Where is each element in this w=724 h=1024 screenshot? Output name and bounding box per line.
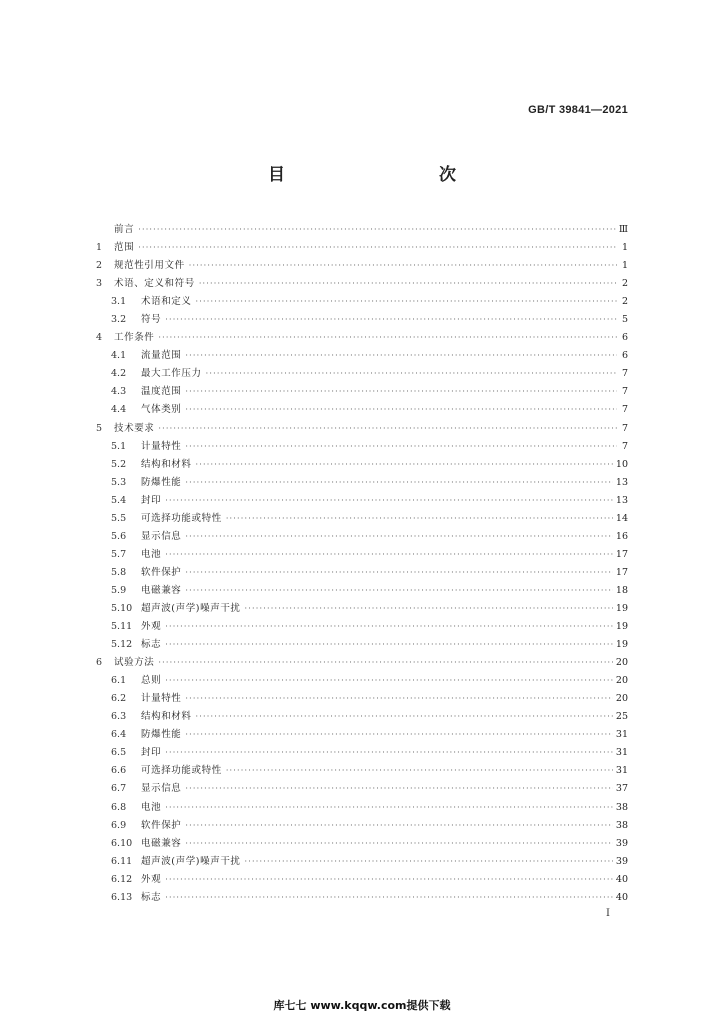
toc-entry-page: 13	[615, 494, 628, 506]
toc-entry[interactable]	[96, 889, 628, 907]
toc-entry-label: 总则	[141, 675, 162, 687]
toc-entry[interactable]	[96, 311, 628, 329]
toc-entry-number: 3	[96, 278, 103, 290]
toc-entry-page: 2	[621, 278, 628, 290]
toc-entry-number: 6.12	[111, 873, 133, 885]
toc-entry[interactable]	[96, 438, 628, 456]
toc-entry-label: 术语和定义	[141, 296, 192, 308]
toc-entry-label: 防爆性能	[141, 729, 182, 741]
toc-entry-number: 5	[96, 422, 103, 434]
toc-entry-number: 2	[96, 260, 103, 272]
toc-entry[interactable]	[96, 762, 628, 780]
toc-entry-label: 气体类别	[141, 404, 182, 416]
toc-entry[interactable]	[96, 817, 628, 835]
toc-entry-number: 4	[96, 332, 103, 344]
toc-entry-number: 5.5	[111, 512, 127, 524]
toc-entry-label: 试验方法	[114, 657, 155, 669]
toc-entry-number: 5.11	[111, 621, 133, 633]
toc-entry-page: 13	[615, 476, 628, 488]
toc-entry-page: 19	[615, 639, 628, 651]
toc-dot-leader	[226, 762, 613, 780]
toc-entry-page: 19	[615, 602, 628, 614]
toc-entry-page: 31	[615, 747, 628, 759]
toc-entry-number: 6.8	[111, 801, 127, 813]
toc-entry-number: 5.10	[111, 602, 133, 614]
toc-entry-number: 5.9	[111, 584, 127, 596]
toc-dot-leader	[138, 239, 617, 257]
toc-entry-number: 6.11	[111, 855, 133, 867]
table-of-contents	[96, 221, 628, 907]
toc-entry[interactable]	[96, 835, 628, 853]
page-title: 目 次	[268, 165, 496, 185]
toc-entry-label: 封印	[141, 494, 162, 506]
toc-entry-page: 37	[615, 783, 628, 795]
toc-entry-number: 5.7	[111, 548, 127, 560]
toc-entry-label: 温度范围	[141, 386, 182, 398]
toc-entry-page: 2	[621, 296, 628, 308]
toc-entry[interactable]	[96, 420, 628, 438]
toc-dot-leader	[158, 420, 617, 438]
toc-entry-number: 4.1	[111, 350, 127, 362]
toc-entry-label: 显示信息	[141, 530, 182, 542]
toc-entry-page: 17	[615, 548, 628, 560]
toc-dot-leader	[196, 293, 617, 311]
toc-entry-number: 6.4	[111, 729, 127, 741]
download-footer: 库七七 www.kqqw.com提供下载	[273, 999, 451, 1012]
toc-entry-label: 符号	[141, 314, 162, 326]
toc-entry[interactable]	[96, 636, 628, 654]
toc-entry-page: 5	[621, 314, 628, 326]
toc-entry-number: 6.6	[111, 765, 127, 777]
toc-dot-leader	[165, 672, 613, 690]
toc-entry-page: 7	[621, 368, 628, 380]
toc-entry-label: 最大工作压力	[141, 368, 202, 380]
toc-entry-label: 电磁兼容	[141, 584, 182, 596]
toc-entry-page: 7	[621, 404, 628, 416]
toc-entry-label: 封印	[141, 747, 162, 759]
toc-entry-page: 6	[621, 350, 628, 362]
page-number: I	[606, 908, 610, 919]
toc-entry-page: 19	[615, 621, 628, 633]
toc-dot-leader	[245, 853, 613, 871]
toc-entry-page: 40	[615, 891, 628, 903]
toc-entry-label: 可选择功能或特性	[141, 512, 222, 524]
toc-entry-page: 7	[621, 422, 628, 434]
toc-dot-leader	[165, 871, 613, 889]
toc-entry-number: 5.6	[111, 530, 127, 542]
toc-entry-page: 31	[615, 729, 628, 741]
toc-entry-label: 前言	[114, 224, 135, 235]
toc-dot-leader	[185, 383, 617, 401]
toc-dot-leader	[185, 474, 613, 492]
toc-entry-label: 结构和材料	[141, 458, 192, 470]
toc-entry-label: 标志	[141, 891, 162, 903]
toc-entry[interactable]	[96, 618, 628, 636]
toc-entry-label: 外观	[141, 873, 162, 885]
toc-entry[interactable]	[96, 257, 628, 275]
toc-dot-leader	[158, 654, 613, 672]
toc-dot-leader	[165, 618, 613, 636]
toc-entry-label: 计量特性	[141, 693, 182, 705]
toc-dot-leader	[165, 546, 613, 564]
toc-entry-number: 3.2	[111, 314, 127, 326]
standard-code: GB/T 39841—2021	[528, 104, 628, 116]
toc-entry-label: 计量特性	[141, 440, 182, 452]
toc-entry-page: 39	[615, 855, 628, 867]
toc-entry-label: 范围	[114, 242, 135, 254]
toc-entry-page: 16	[615, 530, 628, 542]
toc-entry-page: 6	[621, 332, 628, 344]
toc-dot-leader	[196, 708, 613, 726]
toc-entry-label: 标志	[141, 639, 162, 651]
toc-entry[interactable]	[96, 744, 628, 762]
toc-entry-page: 20	[615, 657, 628, 669]
toc-entry[interactable]	[96, 383, 628, 401]
toc-entry[interactable]	[96, 708, 628, 726]
toc-dot-leader	[185, 780, 613, 798]
toc-entry[interactable]	[96, 654, 628, 672]
toc-entry-label: 超声波(声学)噪声干扰	[141, 602, 241, 614]
toc-entry-number: 4.3	[111, 386, 127, 398]
toc-entry[interactable]	[96, 401, 628, 419]
toc-entry-page: 25	[615, 711, 628, 723]
toc-dot-leader	[199, 275, 617, 293]
toc-entry-number: 6.3	[111, 711, 127, 723]
toc-dot-leader	[185, 347, 617, 365]
toc-entry-number: 6.13	[111, 891, 133, 903]
toc-dot-leader	[185, 817, 613, 835]
toc-entry-number: 5.2	[111, 458, 127, 470]
toc-entry-number: 6.5	[111, 747, 127, 759]
toc-entry-label: 防爆性能	[141, 476, 182, 488]
toc-entry-number: 5.1	[111, 440, 127, 452]
toc-entry-page: 38	[615, 801, 628, 813]
toc-entry-label: 技术要求	[114, 422, 155, 434]
toc-entry[interactable]	[96, 564, 628, 582]
toc-entry-page: 20	[615, 693, 628, 705]
toc-entry[interactable]	[96, 456, 628, 474]
toc-dot-leader	[206, 365, 617, 383]
toc-entry[interactable]	[96, 600, 628, 618]
toc-entry-label: 工作条件	[114, 332, 155, 344]
toc-entry[interactable]	[96, 293, 628, 311]
toc-entry-page: 18	[615, 584, 628, 596]
toc-entry-number: 5.8	[111, 566, 127, 578]
toc-entry-label: 软件保护	[141, 566, 182, 578]
toc-entry-page: 1	[621, 260, 628, 272]
toc-entry-label: 可选择功能或特性	[141, 765, 222, 777]
toc-entry-number: 6.7	[111, 783, 127, 795]
toc-entry-page: 38	[615, 819, 628, 831]
toc-dot-leader	[165, 889, 613, 907]
toc-entry-number: 6.1	[111, 675, 127, 687]
toc-dot-leader	[245, 600, 613, 618]
toc-entry-label: 软件保护	[141, 819, 182, 831]
toc-entry-label: 电磁兼容	[141, 837, 182, 849]
toc-dot-leader	[189, 257, 617, 275]
toc-entry-number: 6.10	[111, 837, 133, 849]
toc-dot-leader	[185, 438, 617, 456]
toc-dot-leader	[196, 456, 613, 474]
toc-entry-number: 4.2	[111, 368, 127, 380]
toc-entry-label: 显示信息	[141, 783, 182, 795]
toc-entry-number: 1	[96, 242, 103, 254]
toc-dot-leader	[185, 690, 613, 708]
toc-entry-page: 17	[615, 566, 628, 578]
toc-dot-leader	[165, 744, 613, 762]
toc-dot-leader	[185, 564, 613, 582]
toc-dot-leader	[165, 799, 613, 817]
toc-entry[interactable]	[96, 239, 628, 257]
toc-entry[interactable]	[96, 672, 628, 690]
toc-dot-leader	[165, 492, 613, 510]
toc-dot-leader	[185, 528, 613, 546]
toc-dot-leader	[165, 311, 617, 329]
toc-dot-leader	[165, 636, 613, 654]
toc-entry[interactable]	[96, 853, 628, 871]
toc-entry[interactable]	[96, 726, 628, 744]
toc-entry[interactable]	[96, 582, 628, 600]
toc-entry-label: 术语、定义和符号	[114, 278, 195, 290]
toc-entry[interactable]	[96, 690, 628, 708]
toc-entry-page: 31	[615, 765, 628, 777]
toc-dot-leader	[185, 401, 617, 419]
toc-entry-label: 电池	[141, 548, 162, 560]
toc-entry[interactable]	[96, 474, 628, 492]
toc-entry[interactable]	[96, 221, 628, 239]
toc-dot-leader	[185, 835, 613, 853]
toc-entry[interactable]	[96, 510, 628, 528]
toc-entry-page: Ⅲ	[618, 224, 628, 235]
toc-entry-page: 1	[621, 242, 628, 254]
toc-entry-page: 20	[615, 675, 628, 687]
toc-dot-leader	[226, 510, 613, 528]
toc-entry-label: 外观	[141, 621, 162, 633]
toc-entry-page: 14	[615, 512, 628, 524]
toc-entry[interactable]	[96, 329, 628, 347]
toc-entry[interactable]	[96, 365, 628, 383]
toc-entry[interactable]	[96, 871, 628, 889]
toc-dot-leader	[138, 221, 616, 239]
toc-entry-page: 10	[615, 458, 628, 470]
toc-entry[interactable]	[96, 275, 628, 293]
toc-entry[interactable]	[96, 492, 628, 510]
toc-entry-number: 4.4	[111, 404, 127, 416]
toc-dot-leader	[185, 582, 613, 600]
toc-entry[interactable]	[96, 799, 628, 817]
toc-entry-number: 5.3	[111, 476, 127, 488]
toc-entry-number: 5.12	[111, 639, 133, 651]
toc-entry-label: 电池	[141, 801, 162, 813]
toc-entry-label: 超声波(声学)噪声干扰	[141, 855, 241, 867]
toc-entry-number: 3.1	[111, 296, 127, 308]
toc-entry-page: 39	[615, 837, 628, 849]
toc-entry-page: 40	[615, 873, 628, 885]
toc-entry[interactable]	[96, 528, 628, 546]
toc-entry[interactable]	[96, 780, 628, 798]
toc-entry-page: 7	[621, 386, 628, 398]
toc-entry-label: 规范性引用文件	[114, 260, 185, 272]
toc-entry-number: 6	[96, 657, 103, 669]
toc-entry-number: 5.4	[111, 494, 127, 506]
toc-dot-leader	[185, 726, 613, 744]
toc-entry-number: 6.9	[111, 819, 127, 831]
toc-dot-leader	[158, 329, 617, 347]
toc-entry-label: 结构和材料	[141, 711, 192, 723]
toc-entry[interactable]	[96, 546, 628, 564]
toc-entry-label: 流量范围	[141, 350, 182, 362]
toc-entry-number: 6.2	[111, 693, 127, 705]
toc-entry-page: 7	[621, 440, 628, 452]
toc-entry[interactable]	[96, 347, 628, 365]
